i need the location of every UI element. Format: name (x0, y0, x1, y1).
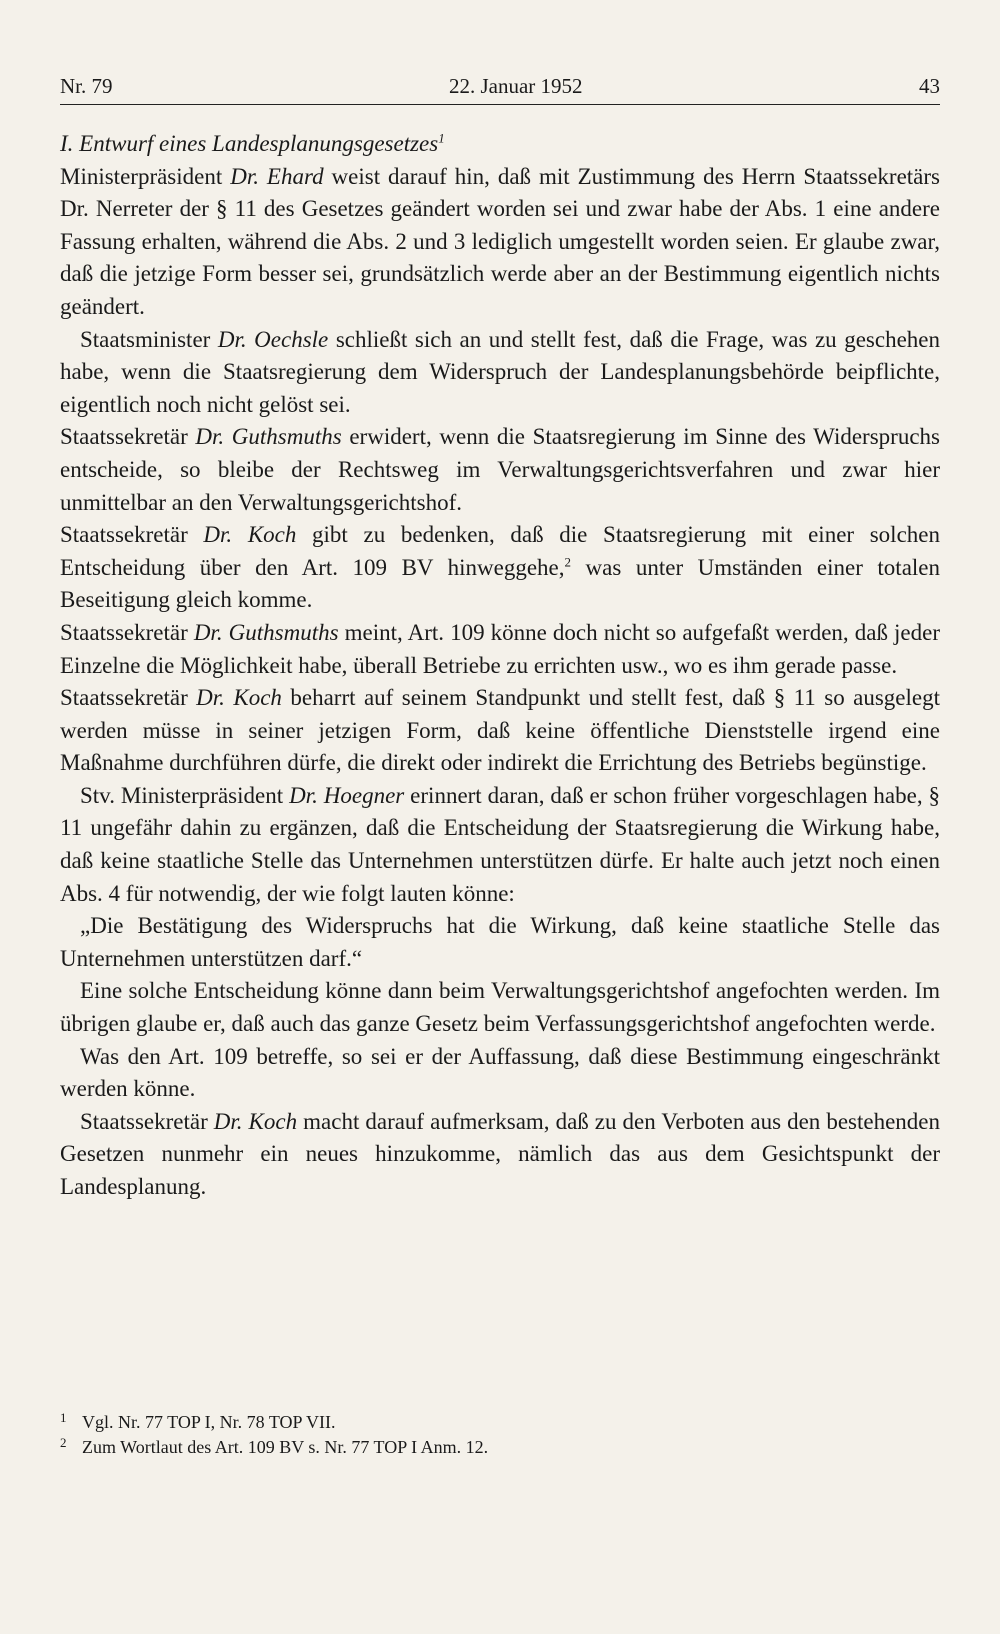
speaker-name: Dr. Hoegner (289, 782, 405, 808)
speaker-name: Dr. Ehard (230, 163, 324, 189)
paragraph: Staatssekretär Dr. Guthsmuths meint, Art. 109 könne doch nicht so aufgefaßt werden, daß jeder Einzelne die Möglichkeit habe, überall Betriebe zu errichten usw., wo es ihm gerade passe. (60, 619, 940, 678)
speaker-name: Dr. Oechsle (217, 326, 329, 352)
footnote-number: 2 (60, 1435, 67, 1450)
main-text (60, 128, 940, 1204)
footnote-text: Zum Wortlaut des Art. 109 BV s. Nr. 77 TOP I Anm. 12. (82, 1437, 489, 1457)
paragraph: Staatssekretär Dr. Koch macht darauf aufmerksam, daß zu den Verboten aus den bestehenden Gesetzen nunmehr ein neues hinzukomme, nämlich das aus dem Gesichtspunkt der Landesplanung. (60, 1108, 941, 1199)
speaker-name: Dr. Guthsmuths (193, 619, 339, 645)
header-rule (60, 104, 940, 105)
footnotes (60, 1410, 940, 1460)
page-header (60, 74, 940, 99)
paragraph: Stv. Ministerpräsident Dr. Hoegner erinnert daran, daß er schon früher vorgeschlagen habe, § 11 ungefähr dahin zu ergänzen, daß die Entscheidung der Staatsregierung die Wirkung habe, daß keine staatliche Stelle das Unternehmen unterstützen dürfe. Er halte auch jetzt noch einen Abs. 4 für notwendig, der wie folgt lauten könne: (60, 782, 941, 906)
speaker-name: Dr. Koch (213, 1108, 298, 1134)
section-title: I. Entwurf eines Landesplanungsgesetzes$^1$ (60, 130, 445, 156)
document-number: Nr. 79 (60, 74, 113, 98)
document-date: 22. Januar 1952 (448, 74, 583, 98)
speaker-name: Dr. Koch (196, 685, 282, 711)
paragraph: Ministerpräsident Dr. Ehard weist darauf hin, daß mit Zustimmung des Herrn Staatssekretärs Dr. Nerreter der § 11 des Gesetzes geändert worden sei und zwar habe der Abs. 1 eine andere Fassung erhalten, während die Abs. 2 und 3 lediglich umgestellt worden seien. Er glaube zwar, daß die jetzige Form besser sei, grundsätzlich werde aber an der Bestimmung eigentlich nichts geändert. (60, 163, 940, 319)
footnote-ref: 2 (564, 554, 572, 570)
paragraph: Was den Art. 109 betreffe, so sei er der Auffassung, daß diese Bestimmung eingeschränkt werden könne. (60, 1043, 940, 1102)
footnote-ref: 1 (438, 130, 445, 146)
page-number: 43 (919, 74, 940, 98)
paragraph: Staatssekretär Dr. Guthsmuths erwidert, wenn die Staatsregierung im Sinne des Widerspruchs entscheide, so bleibe der Rechtsweg im Verwaltungsgerichtsverfahren und zwar hier unmittelbar an den Verwaltungsgerichtshof. (60, 424, 940, 515)
paragraph: Staatssekretär Dr. Koch gibt zu bedenken, daß die Staatsregierung mit einer solchen Entscheidung über den Art. 109 BV hinweggehe,$^2$ was unter Umständen einer totalen Beseitigung gleich komme. (60, 522, 941, 613)
paragraph: Staatsminister Dr. Oechsle schließt sich an und stellt fest, daß die Frage, was zu geschehen habe, wenn die Staatsregierung dem Widerspruch der Landesplanungsbehörde beipflichte, eigentlich noch nicht gelöst sei. (60, 326, 940, 417)
quoted-paragraph: „Die Bestätigung des Widerspruchs hat die Wirkung, daß keine staatliche Stelle das Unternehmen unterstützen darf.“ (60, 913, 940, 971)
footnote (60, 1410, 940, 1435)
speaker-name: Dr. Koch (203, 522, 297, 548)
footnote (60, 1435, 940, 1460)
paragraph: Eine solche Entscheidung könne dann beim Verwaltungsgerichtshof angefochten werden. Im übrigen glaube er, daß auch das ganze Gesetz beim Verfassungsgerichtshof angefochten werde. (60, 978, 940, 1037)
footnote-number: 1 (60, 1410, 67, 1425)
footnote-text: Vgl. Nr. 77 TOP I, Nr. 78 TOP VII. (82, 1412, 336, 1432)
speaker-name: Dr. Guthsmuths (195, 424, 342, 450)
paragraph: Staatssekretär Dr. Koch beharrt auf seinem Standpunkt und stellt fest, daß § 11 so ausgelegt werden müsse in seiner jetzigen Form, daß keine öffentliche Dienststelle irgend eine Maßnahme durchführen dürfe, die direkt oder indirekt die Errichtung des Betriebs begünstige. (60, 685, 941, 776)
